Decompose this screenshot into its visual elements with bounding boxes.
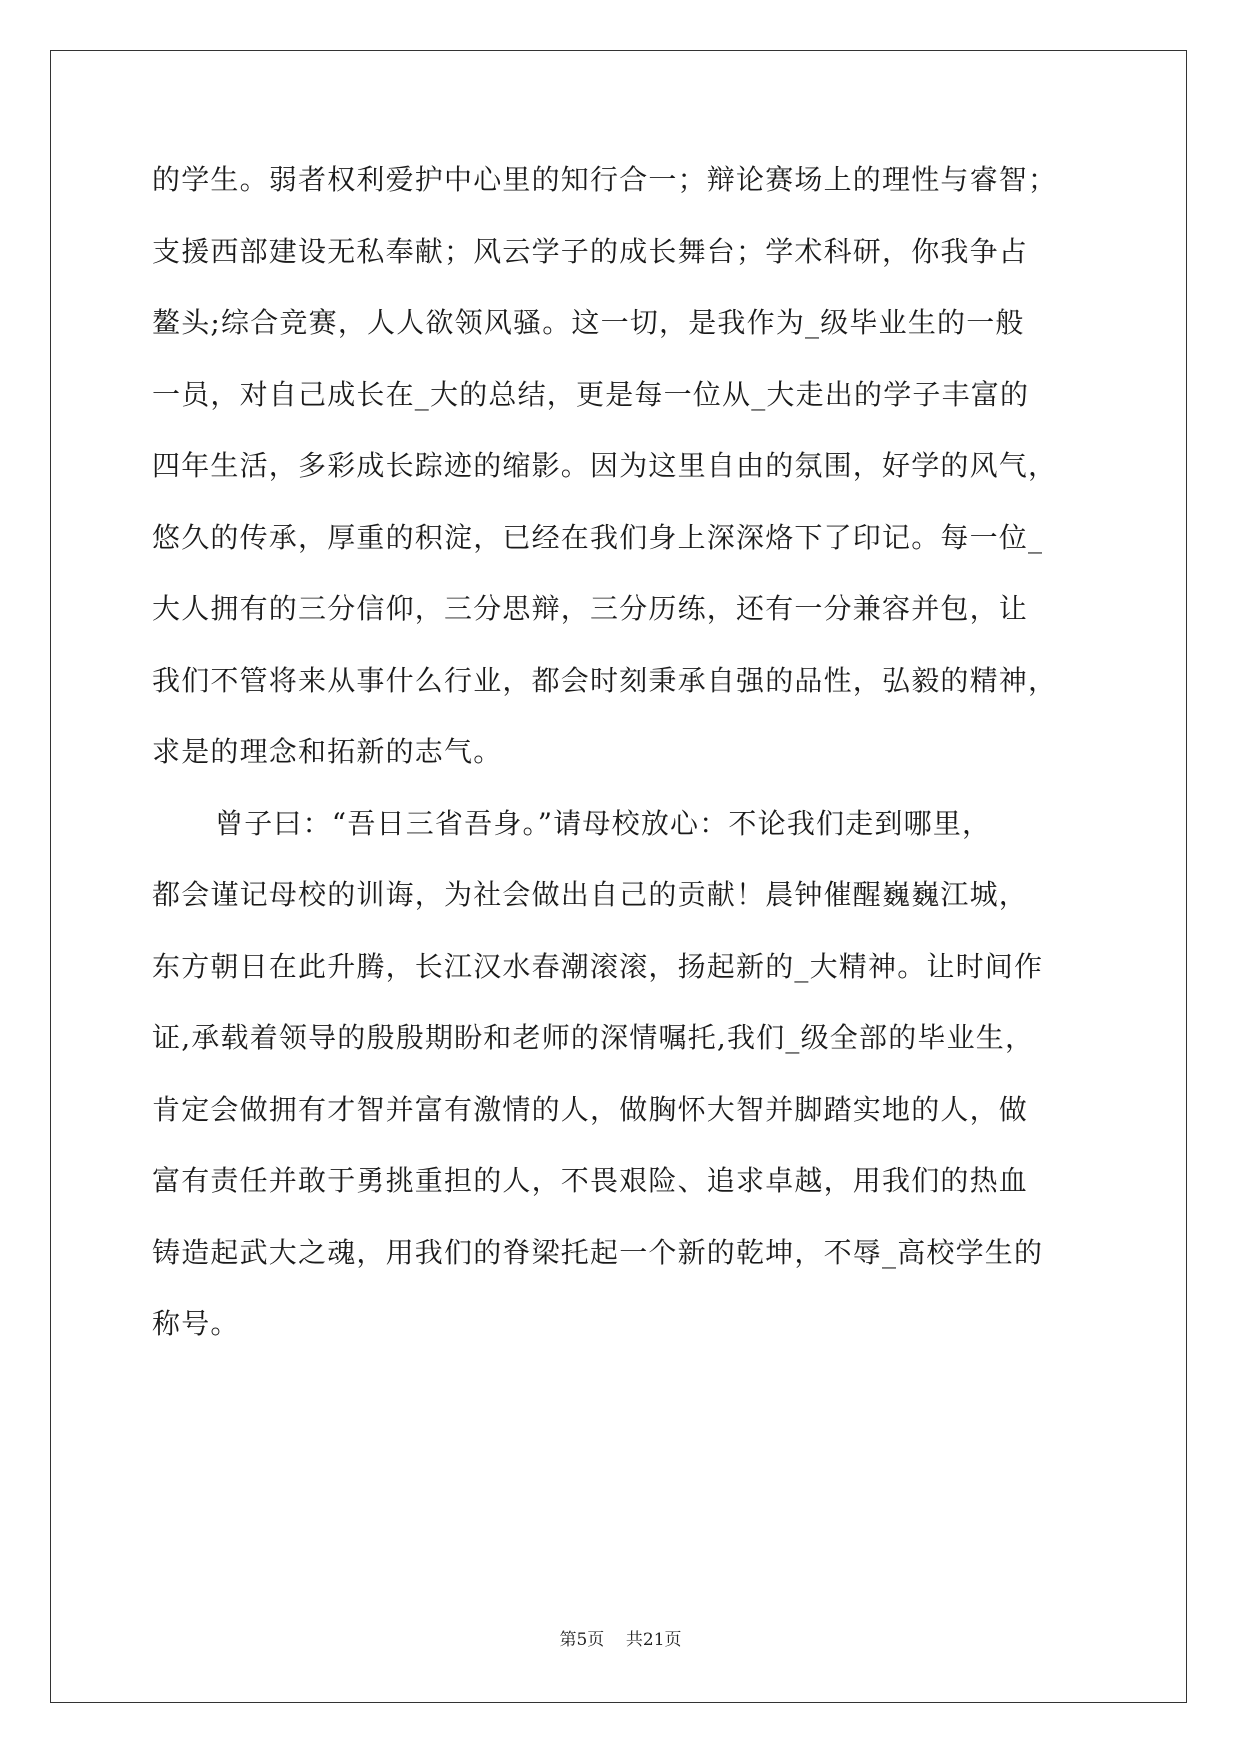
page-total: 共21页	[625, 1630, 682, 1650]
text-line: 四年生活，多彩成长踪迹的缩影。因为这里自由的氛围，好学的风气，	[152, 449, 1058, 482]
text-line: 鳌头;综合竞赛，人人欲领风骚。这一切，是我作为_级毕业生的一般	[152, 306, 1025, 339]
document-body	[152, 158, 1092, 1374]
text-line: 肯定会做拥有才智并富有激情的人，做胸怀大智并脚踏实地的人，做	[152, 1092, 1029, 1126]
text-line: 都会谨记母校的训诲，为社会做出自己的贡献！晨钟催醒巍巍江城，	[152, 878, 1029, 911]
text-line: 求是的理念和拓新的志气。	[152, 735, 503, 768]
text-line: 悠久的传承，厚重的积淀，已经在我们身上深深烙下了印记。每一位_	[152, 520, 1044, 554]
text-line: 支援西部建设无私奉献；风云学子的成长舞台；学术科研，你我争占	[152, 234, 1029, 268]
text-line: 的学生。弱者权利爱护中心里的知行合一；辩论赛场上的理性与睿智；	[152, 163, 1058, 196]
text-line: 东方朝日在此升腾，长江汉水春潮滚滚，扬起新的_大精神。让时间作	[152, 949, 1044, 983]
text-line: 称号。	[152, 1307, 240, 1340]
text-line: 我们不管将来从事什么行业，都会时刻秉承自强的品性，弘毅的精神，	[152, 663, 1058, 697]
text-line: 证,承载着领导的殷殷期盼和老师的深情嘱托,我们_级全部的毕业生，	[152, 1021, 1035, 1054]
page-number: 第5页	[559, 1630, 605, 1650]
page-footer	[0, 1625, 1241, 1650]
text-line: 富有责任并敢于勇挑重担的人，不畏艰险、追求卓越，用我们的热血	[152, 1164, 1029, 1197]
paragraph-first-line: 曾子曰：“吾日三省吾身。”请母校放心：不论我们走到哪里，	[215, 806, 992, 840]
text-line: 一员，对自己成长在_大的总结，更是每一位从_大走出的学子丰富的	[152, 377, 1030, 411]
text-line: 铸造起武大之魂，用我们的脊梁托起一个新的乾坤，不辱_高校学生的	[152, 1235, 1044, 1269]
text-line: 大人拥有的三分信仰，三分思辩，三分历练，还有一分兼容并包，让	[152, 592, 1029, 625]
